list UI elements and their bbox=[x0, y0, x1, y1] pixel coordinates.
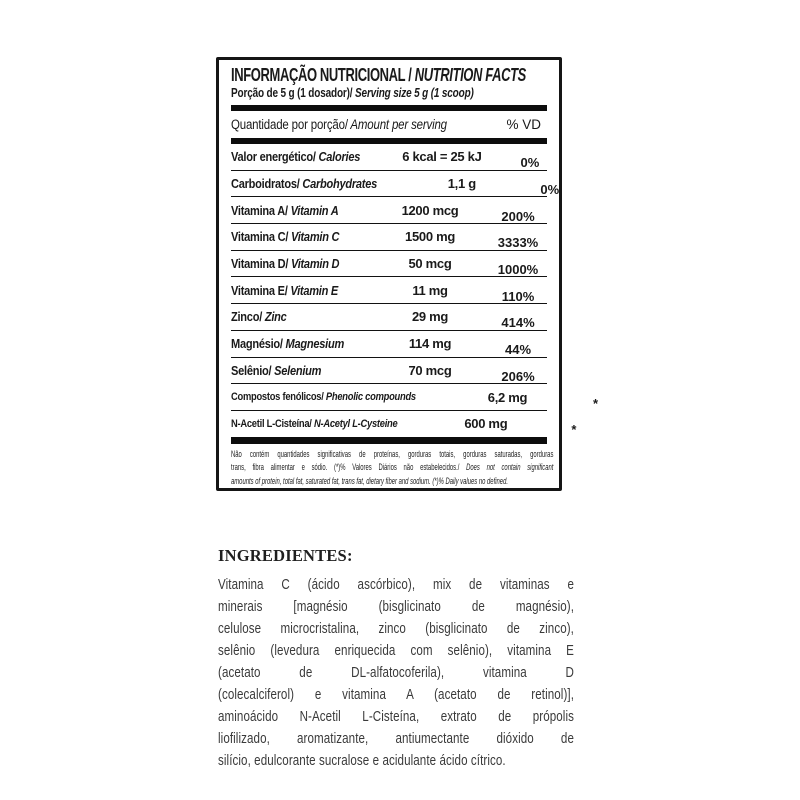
footnote-line: amounts of protein, total fat, saturated fat, trans fat, dietary fiber and sodium. (*)% Daily values no defined. bbox=[231, 475, 508, 487]
nutrition-title-en: NUTRITION FACTS bbox=[411, 65, 526, 85]
ingredients-heading: INGREDIENTES: bbox=[218, 546, 353, 565]
nutrient-dv: 110% bbox=[501, 288, 535, 304]
nutrient-amount: 1,1 g bbox=[447, 176, 476, 192]
nutrient-dv: 3333% bbox=[497, 235, 539, 251]
dv-header: % VD bbox=[506, 117, 541, 132]
nutrient-amount: 29 mg bbox=[411, 309, 449, 325]
nutrition-title bbox=[231, 65, 562, 86]
amount-per-serving-pt: Quantidade por porção/ bbox=[231, 117, 348, 132]
serving-size bbox=[231, 86, 559, 101]
nutrient-amount: 70 mcg bbox=[408, 362, 452, 378]
nutrient-name: Vitamina A/ Vitamin A bbox=[231, 202, 339, 218]
nutrient-name: Zinco/ Zinc bbox=[231, 309, 287, 325]
nutrient-name: Valor energético/ Calories bbox=[231, 149, 361, 165]
nutrient-dv: 0% bbox=[520, 155, 540, 171]
ingredient-line: (colecalciferol) e vitamina A (acetato de retinol)], bbox=[218, 687, 574, 703]
nutrient-dv: 0% bbox=[540, 182, 560, 198]
serving-size-en: Serving size 5 g (1 scoop) bbox=[352, 86, 474, 100]
ingredient-line: aminoácido N-Acetil L-Cisteína, extrato de própolis bbox=[218, 709, 574, 725]
nutrient-name: Magnésio/ Magnesium bbox=[231, 336, 345, 352]
ingredients-section bbox=[218, 546, 663, 772]
nutrient-amount: 600 mg bbox=[464, 416, 508, 432]
serving-size-pt: Porção de 5 g (1 dosador)/ bbox=[231, 86, 353, 100]
nutrient-dv: 206% bbox=[501, 368, 535, 384]
nutrient-name: Vitamina D/ Vitamin D bbox=[231, 256, 340, 272]
nutrient-row-vitamin-e bbox=[231, 277, 547, 304]
nutrient-dv: 1000% bbox=[497, 262, 539, 278]
ingredients-text bbox=[218, 574, 574, 772]
nutrient-amount: 6,2 mg bbox=[487, 389, 528, 405]
nutrition-facts-panel bbox=[216, 57, 599, 491]
ingredient-line: Vitamina C (ácido ascórbico), mix de vitaminas e bbox=[218, 577, 574, 593]
nutrient-row-vitamin-a bbox=[231, 197, 547, 224]
nutrient-amount: 114 mg bbox=[408, 336, 452, 352]
nutrient-dv: 414% bbox=[501, 315, 535, 331]
ingredient-line: (acetato de DL-alfatocoferila), vitamina D bbox=[218, 665, 574, 681]
ingredient-line: liofilizado, aromatizante, antiumectante dióxido de bbox=[218, 731, 574, 747]
nutrient-amount: 50 mcg bbox=[408, 256, 452, 272]
footnote-line: trans, fibra alimentar e sódio. (*)% Valores Diários não estabelecidos./ Does not contain significant bbox=[231, 462, 554, 474]
nutrient-amount: 1500 mg bbox=[405, 229, 455, 245]
nutrient-row-magnesium bbox=[231, 331, 547, 358]
nutrient-dv: * bbox=[592, 395, 599, 411]
ingredient-line: celulose microcristalina, zinco (bisglicinato de zinco), bbox=[218, 621, 574, 637]
nutrient-row-phenolic-compounds bbox=[231, 384, 599, 411]
ingredient-line: silício, edulcorante sucralose e acidulante ácido cítrico. bbox=[218, 753, 506, 769]
nutrient-dv: * bbox=[571, 422, 577, 438]
nutrient-row-selenium bbox=[231, 358, 547, 385]
nutrient-name: Compostos fenólicos/ Phenolic compounds bbox=[231, 391, 416, 404]
footnote-line: Não contém quantidades significativas de proteínas, gorduras totais, gorduras saturadas, gorduras bbox=[231, 448, 554, 460]
nutrient-amount: 11 mg bbox=[412, 282, 448, 298]
divider-bar-bottom bbox=[231, 437, 547, 444]
nutrient-table bbox=[231, 144, 599, 438]
ingredient-line: selênio (levedura enriquecida com selênio), vitamina E bbox=[218, 643, 574, 659]
nutrient-row-zinc bbox=[231, 304, 547, 331]
nutrient-row-n-acetyl-l-cysteine bbox=[231, 411, 577, 438]
nutrient-name: Vitamina C/ Vitamin C bbox=[231, 229, 340, 245]
nutrient-dv: 200% bbox=[501, 208, 535, 224]
nutrient-row-carbohydrates bbox=[231, 171, 560, 198]
footnote bbox=[231, 448, 553, 489]
nutrient-dv: 44% bbox=[504, 342, 532, 358]
nutrient-row-calories bbox=[231, 144, 547, 171]
nutrient-name: Selênio/ Selenium bbox=[231, 362, 322, 378]
nutrient-row-vitamin-c bbox=[231, 224, 547, 251]
nutrient-amount: 1200 mcg bbox=[401, 202, 459, 218]
nutrient-amount: 6 kcal = 25 kJ bbox=[402, 149, 482, 165]
nutrition-title-pt: INFORMAÇÃO NUTRICIONAL / bbox=[231, 65, 412, 85]
nutrient-name: N-Acetil L-Cisteína/ N-Acetyl L-Cysteine bbox=[231, 417, 398, 430]
amount-per-serving-header bbox=[231, 111, 547, 138]
ingredient-line: minerais [magnésio (bisglicinato de magnésio), bbox=[218, 599, 574, 615]
nutrient-row-vitamin-d bbox=[231, 251, 547, 278]
amount-per-serving-en: Amount per serving bbox=[347, 117, 447, 132]
nutrient-name: Carboidratos/ Carbohydrates bbox=[231, 176, 378, 192]
nutrient-name: Vitamina E/ Vitamin E bbox=[231, 282, 339, 298]
